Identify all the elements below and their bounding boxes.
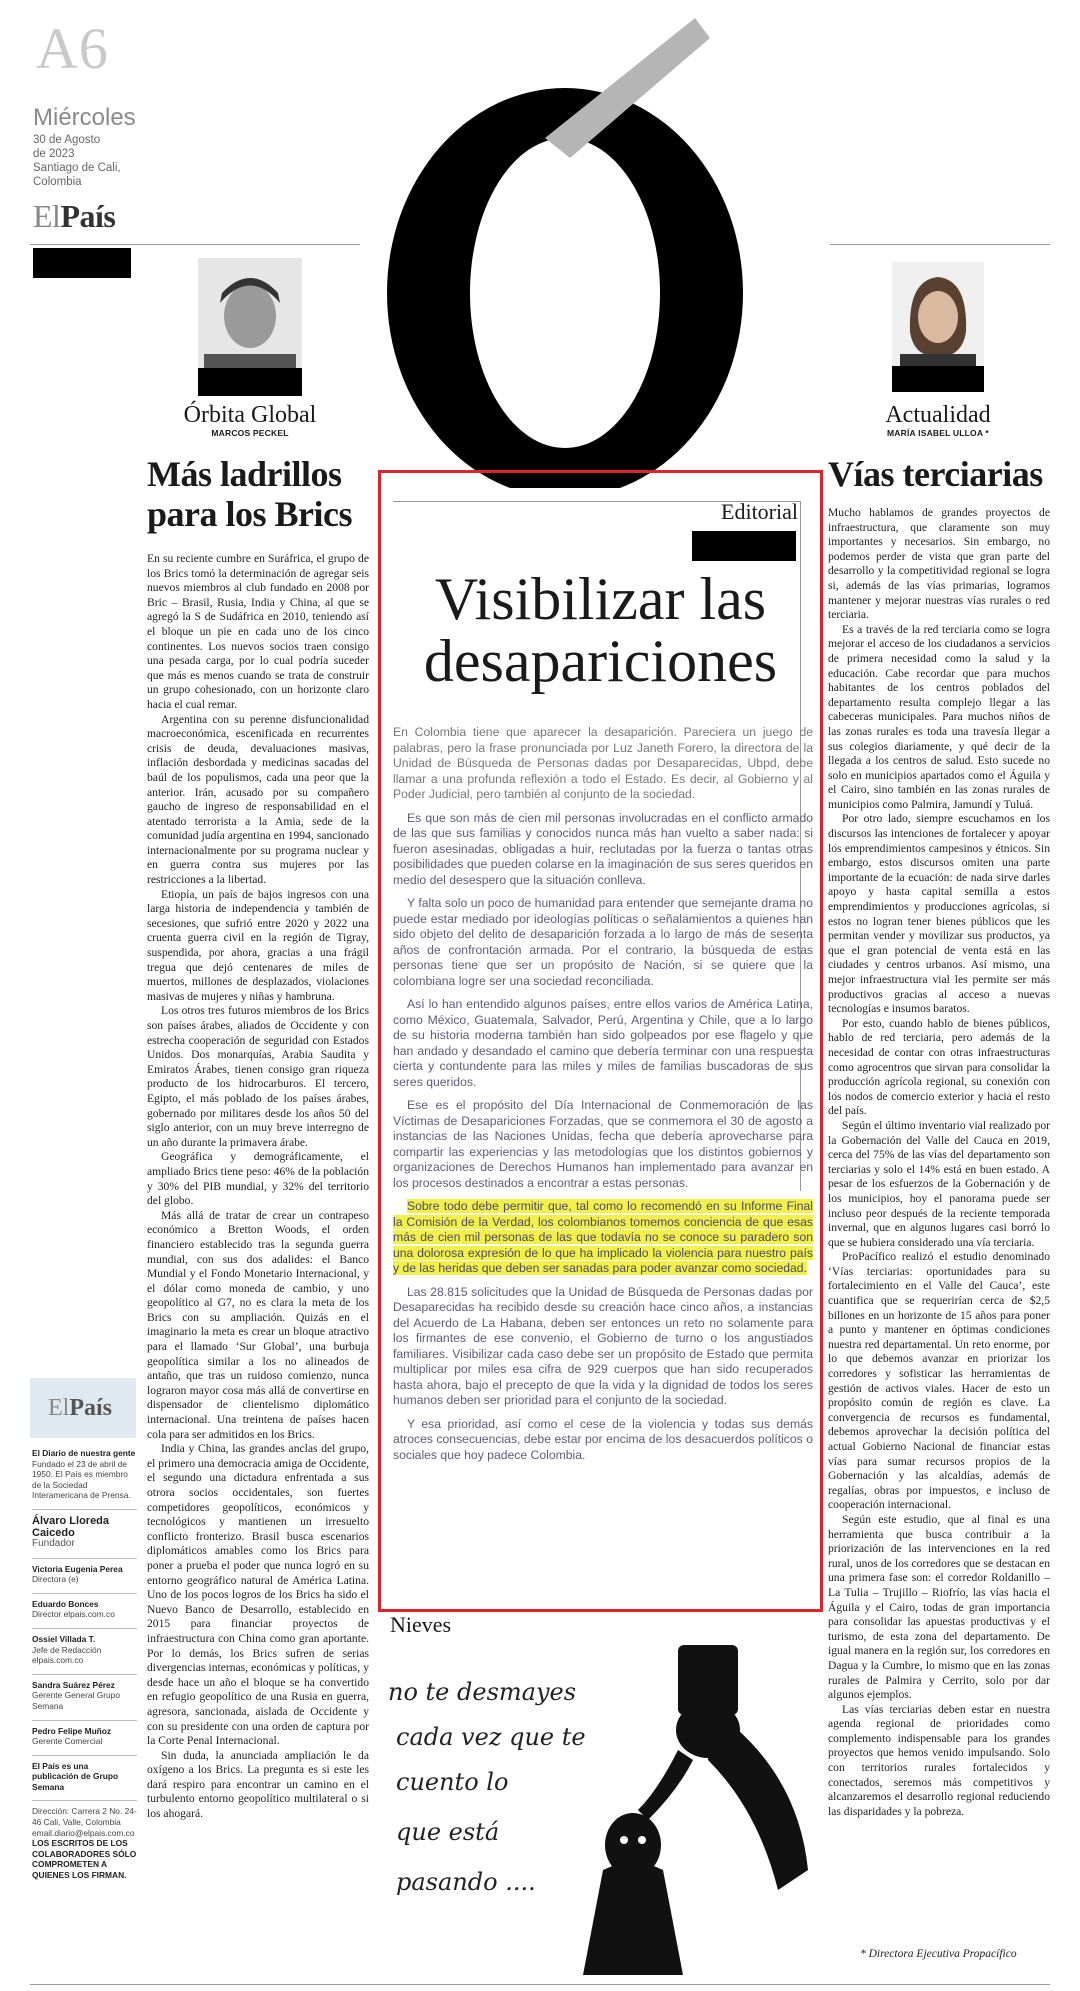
opinion-letter-o [365, 8, 835, 488]
editorial-label: Editorial [721, 499, 798, 524]
staff-name: Pedro Felipe Muñoz [32, 1725, 112, 1736]
logo-pais: País [69, 1395, 112, 1421]
title-line: para los Brics [147, 494, 352, 534]
photo-bar-left [198, 368, 302, 396]
paragraph: En su reciente cumbre en Suráfrica, el grupo de los Brics tomó la determinación de agregar seis nuevos miembros al club fundado en 2008 por Bric – Brasil, Rusia, India y China, al que se agregó la S de Sudáfrica en 2010, teniendo así el bloque un pie en cada uno de los cinco continentes. Los nuevos socios traen consigo una pesada carga, por lo cual podría suceder que más es menos cuando se trata de construir un grupo cohesionado, con un horizonte claro hacia el cual remar. [147, 552, 369, 711]
cartoon-drawing [378, 1640, 823, 1975]
photo-bar-right [892, 366, 984, 392]
staff-name: Victoria Eugenia Perea [32, 1563, 123, 1574]
staff-name: Eduardo Bonces [32, 1598, 99, 1609]
cartoon-label: Nieves [390, 1612, 452, 1637]
page-number: A6 [36, 16, 109, 81]
paragraph: Según este estudio, que al final es una herramienta que busca contribuir a la priorización de las intervenciones en la red rural, unos de los corredores que se destacan en una primera fase son: el corredor Roldanillo – La Tulia – Trujillo – Riofrío, las vías hacia el Águila y el Cairo, todas de gran importancia para consolidar las apuestas productivas y el turismo, de esta zona del departamento. De igual manera en la región sur, los corredores en Dagua y la Cumbre, lo mismo que en las zonas rurales de Palmira y Cerrito, solo por dar algunos ejemplos. [828, 1512, 1050, 1702]
column-footnote: * Directora Ejecutiva Propacífico [860, 1948, 1017, 1960]
dateline [33, 133, 153, 189]
figures-illustration [583, 1645, 808, 1975]
address: Dirección: Carrera 2 No. 24-46 Cali, Valle, Colombia email.diario@elpais.com.co [32, 1806, 137, 1838]
staff-role: Jefe de Redacción elpais.com.co [32, 1644, 102, 1666]
staff-member [32, 1628, 137, 1666]
address-block [32, 1800, 137, 1880]
columnist-photo-right [892, 262, 984, 382]
redaction-bar [33, 248, 131, 278]
header-rule-left [30, 244, 360, 245]
footer-rule [30, 1984, 1050, 1985]
date-line: de 2023 [33, 148, 75, 160]
staff-name: Ossiel Villada T. [32, 1633, 96, 1644]
editorial-title [381, 568, 820, 692]
paragraph: Por esto, cuando hablo de bienes públicos, hablo de red terciaria, pero además de la necesidad de contar con otras infraestructuras como agrocentros que sirvan para consolidar la producción agrícola regional, su conexión con los nodos de comercio exterior y hacia el resto del país. [828, 1016, 1050, 1118]
staff-member [32, 1558, 137, 1585]
column-body-right [828, 506, 1050, 1819]
logo-el: El [33, 198, 61, 234]
highlighted-paragraph [393, 1199, 813, 1277]
staff-member [32, 1674, 137, 1712]
staff-member [32, 1593, 137, 1620]
paragraph: Y falta solo un poco de humanidad para entender que semejante drama no puede estar mediado por ideologías políticas o señalamientos a quienes han sido objeto del delito de desaparición forzada a lo largo de más de sesenta años de confrontación armada. Por el contrario, la búsqueda de estas personas tiene que ser un propósito de Nación, si se quiere que la colombiana logre ser una sociedad reconciliada. [393, 896, 813, 988]
paragraph: Según el último inventario vial realizado por la Gobernación del Valle del Cauca en 2019, cerca del 75% de las vías del departamento son terciarias y solo el 14% está en buen estado. A pesar de los esfuerzos de la Gobernación y de los municipios, hoy el panorama puede ser incluso peor después de la reciente temporada invernal, que en algunos lugares casi borró lo que se hubiera considerado una vía terciaria. [828, 1118, 1050, 1249]
highlight-text: Sobre todo debe permitir que, tal como lo recomendó en su Informe Final la Comisión de la Verdad, los colombianos tomemos conciencia de que esas más de cien mil personas de las que todavía no se conoce su paradero son una dolorosa expresión de lo que ha implicado la violencia para nuestro país y de las heridas que deben ser sanadas para poder avanzar como sociedad. [393, 1199, 813, 1275]
staff-name: Sandra Suárez Pérez [32, 1679, 115, 1690]
paragraph: Sin duda, la anunciada ampliación le da oxígeno a los Brics. La pregunta es si este les dará respiro para encontrar un camino en el turbulento entorno geopolítico multilateral o si los ahogará. [147, 1748, 369, 1821]
weekday: Miércoles [33, 104, 136, 131]
opinion-o-graphic [365, 8, 835, 488]
paragraph: Las 28.815 solicitudes que la Unidad de Búsqueda de Personas dadas por Desaparecidas ha recibido desde su creación hace cinco años, a instancias del Acuerdo de La Habana, deben ser entonces un reto no solamente para los firmantes de ese convenio, el Gobierno de turno o los angustiados familiares. Visibilizar cada caso debe ser un propósito de Estado que permita multiplicar por miles esa cifra de 929 cuerpos que han sido recuperados hasta ahora, bajo el precepto de que la vida y la dignidad de todos los seres humanos deben ser prioridad para el conjunto de la sociedad. [393, 1284, 813, 1407]
date-line: Santiago de Cali, [33, 162, 121, 174]
staff-role: Directora (e) [32, 1574, 79, 1585]
column-author-right: MARÍA ISABEL ULLOA * [887, 428, 989, 438]
handwriting-line: que está [396, 1818, 500, 1846]
column-name-right: Actualidad [885, 402, 991, 428]
paragraph: Ese es el propósito del Día Internacional de Conmemoración de las Víctimas de Desapariciones Forzadas, que se conmemora el 30 de agosto a instancias de las Naciones Unidas, fecha que debería aprovecharse para compartir las experiencias y las metodologías que los distintos gobiernos y organizaciones de Derechos Humanos han implementado para avanzar en los procesos destinados a encontrar a estas personas. [393, 1098, 813, 1190]
title-line: Más ladrillos [147, 454, 342, 494]
founded-note: Fundado el 23 de abril de 1950. El País es miembro de la Sociedad Interamericana de Prensa. [32, 1458, 131, 1501]
column-title-left [147, 454, 377, 534]
handwriting-line: pasando .... [396, 1868, 536, 1896]
founder [32, 1509, 137, 1550]
handwriting-line: cada vez que te [396, 1723, 586, 1751]
editorial-bar [692, 531, 796, 561]
paragraph: Argentina con su perenne disfuncionalidad macroeconómica, escenificada en recurrentes crisis de deuda, devaluaciones masivas, inflación desbordada y medicinas sacadas del baúl de los populismos, cada una peor que la anterior. Irán, acusado por su compañero gaucho de ingreso de responsabilidad en el atentado terrorista a la Amia, sede de la comunidad judía argentina en 1994, sancionado internacionalmente por su programa nuclear y en guerra contra sus mujeres por las restricciones a la libertad. [147, 712, 369, 887]
paragraph: Más allá de tratar de crear un contrapeso económico a Bretton Woods, el orden financiero establecido tras la segunda guerra mundial, con sus dos adalides: el Banco Mundial y el Fondo Monetario Internacional, y el dólar como moneda de cambio, y uno geopolítico al G7, no es clara la meta de los Brics con su ampliación. Quizás en el imaginario la meta es crear un bloque atractivo para el llamado ‘Sur Global’, una burbuja geopolítica similar a los no alineados de antaño, que tras un ruidoso comienzo, nunca lograron mayor cosa más allá de convertirse en dispensador de clientelismo diplomático internacional. Una treintena de países hacen cola para ser admitidos en los Brics. [147, 1208, 369, 1441]
editorial-box [378, 470, 823, 1612]
date-line: Colombia [33, 176, 82, 188]
group-note [32, 1755, 137, 1793]
title-line: Visibilizar las [434, 566, 767, 632]
date-line: 30 de Agosto [33, 134, 101, 146]
header-rule-right [830, 244, 1050, 245]
editorial-lead: En Colombia tiene que aparecer la desaparición. Pareciera un juego de palabras, pero la frase pronunciada por Luz Janeth Forero, la directora de la Unidad de Búsqueda de Personas dadas por Desaparecidas, Ubpd, debe llamar a una profunda reflexión a todo el Estado. Es decir, al Gobierno y al Poder Judicial, pero también al conjunto de la sociedad. [393, 725, 813, 801]
paragraph: Mucho hablamos de grandes proyectos de infraestructura, que claramente son muy importantes y necesarios. Sin embargo, no podemos perder de vista que gran parte del desarrollo y la competitividad regional se logra si, además de las vías primarias, logramos mantener y mejorar nuestras vías rurales o red terciaria. [828, 506, 1050, 622]
staff-member [32, 1720, 137, 1747]
column-body-left [147, 552, 369, 1822]
founder-name: Álvaro Lloreda Caicedo [32, 1514, 110, 1539]
logo-pais: País [60, 198, 116, 234]
paragraph: Geográfica y demográficamente, el ampliado Brics tiene peso: 46% de la población y 30% del PIB mundial, y 32% del territorio del globo. [147, 1150, 369, 1208]
cartoon [378, 1640, 823, 1975]
paragraph: Las vías terciarias deben estar en nuestra agenda regional de prioridades como complemento indispensable para los grandes proyectos que hemos venido impulsando. Solo con territorios rurales fortalecidos y conectados, seremos más competitivos y alcanzaremos el desarrollo regional reduciendo las disparidades y la pobreza. [828, 1702, 1050, 1818]
handwriting-line: no te desmayes [388, 1678, 577, 1706]
paragraph: Es a través de la red terciaria como se logra mejorar el acceso de los ciudadanos a servicios de primera necesidad como la salud y la educación. Cabe recordar que para muchos habitantes de los centros poblados del departamento resulta complejo llegar a las cabeceras municipales. Para muchos niños de las zonas rurales es toda una travesía llegar a sus colegios diariamente, y qué decir de la llegada a los centros de salud. Esto sucede no solo en municipios apartados como el Águila y el Cairo, sino también en las zonas rurales de municipios como Palmira, Jamundí y Tuluá. [828, 622, 1050, 811]
paragraph: India y China, las grandes anclas del grupo, el primero una democracia amiga de Occidente, el segundo una dictadura enfrentada a sus otrora socios occidentales, son fuertes competidores geopolíticos, económicos y tecnológicos y mantienen un irresuelto conflicto fronterizo. Brasil busca escenarios diplomáticos amables como los Brics para poner a prueba el poder que nunca logró en su entorno geográfico natural de América Latina. Uno de los pocos logros de los Brics ha sido el Nuevo Banco de Desarrollo, establecido en 2015 para financiar proyectos de infraestructura con China como gran aportante. Por lo demás, los Brics sufren de serias divergencias internas, económicas y políticas, y desde hace un año el bloque se ha convertido en refugio geopolítico de una Rusia en guerra, agresora, sancionada, aislada de Occidente y con su presidente con una orden de captura por la Corte Penal Internacional. [147, 1442, 369, 1748]
column-author-left: MARCOS PECKEL [211, 428, 289, 438]
sidebar-logo [48, 1395, 112, 1422]
paragraph: Etiopía, un país de bajos ingresos con una larga historia de independencia y también de secesiones, que sufrió entre 2020 y 2022 una cruenta guerra civil en la región de Tigray, suspendida, por ahora, gracias a una frágil tregua que dejó centenares de miles de muertos, millones de desplazados, violaciones masivas de mujeres y niñas y hambruna. [147, 887, 369, 1003]
o-inner [470, 138, 660, 448]
column-title-right: Vías terciarias [828, 454, 1043, 494]
paragraph: Es que son más de cien mil personas involucradas en el conflicto armado de las que sus familias y conocidos nunca más han vuelto a saber nada: si fueron asesinadas, obligadas a huir, reclutadas por la fuerza o tantas otras posibilidades que pueden colarse en la imaginación de sus seres queridos en medio del desespero que la situación conlleva. [393, 810, 813, 887]
founder-role: Fundador [32, 1537, 75, 1549]
staff-role: Director elpais.com.co [32, 1609, 115, 1620]
group-note-text: El País es una publicación de Grupo Semana [32, 1760, 119, 1792]
paragraph: Por otro lado, siempre escuchamos en los discursos las intenciones de fortalecer y apoyar los emprendimientos campesinos y étnicos. Sin embargo, estos discursos omiten una parte importante de la ecuación: de nada sirve darles apoyo y hasta capital semilla a estos emprendimientos y producciones agrícolas, si estos no logran tener bienes públicos que les permitan vender y movilizar sus productos, ya que el gran potencial de venta está en las ciudades y centros urbanos. Así mismo, una mejor infraestructura vial les permite ser más productivos gracias al acceso a nuevas tecnologías e insumos baratos. [828, 812, 1050, 1016]
paragraph: Así lo han entendido algunos países, entre ellos varios de América Latina, como México, Guatemala, Salvador, Perú, Argentina y Chile, que a lo largo de su historia moderna también han sido golpeados por ese flagelo y que han andado y desandado el camino que debería terminar con una respuesta cierta y contundente para las miles y miles de familias buscadoras de sus seres queridos. [393, 997, 813, 1089]
editorial-body [393, 725, 813, 1471]
logo-el: El [48, 1395, 70, 1421]
newspaper-logo [33, 198, 115, 235]
disclaimer: LOS ESCRITOS DE LOS COLABORADORES SÓLO COMPROMETEN A QUIENES LOS FIRMAN. [32, 1838, 137, 1881]
column-name-left: Órbita Global [183, 402, 317, 428]
tagline: El Diario de nuestra gente [32, 1448, 136, 1458]
masthead [32, 1448, 137, 1889]
staff-role: Gerente Comercial [32, 1736, 103, 1747]
masthead-intro [32, 1448, 137, 1501]
title-line: desapariciones [423, 628, 778, 694]
handwriting-line: cuento lo [396, 1768, 509, 1796]
paragraph: Y esa prioridad, así como el cese de la violencia y todas sus demás atroces consecuencias, debe estar por encima de los desacuerdos políticos o sociales que hoy padece Colombia. [393, 1416, 813, 1462]
staff-role: Gerente General Grupo Semana [32, 1690, 120, 1711]
paragraph: Los otros tres futuros miembros de los Brics son países árabes, aliados de Occidente y con estrecha cooperación de seguridad con Estados Unidos. Dos monarquías, Arabia Saudita y Emiratos Árabes, tienen consigo gran riqueza producto de los hidrocarburos. El tercero, Egipto, el más poblado de los países árabes, gobernado por militares desde los años 50 del siglo anterior, con un muy breve interregno de un año durante la primavera árabe. [147, 1004, 369, 1149]
paragraph: ProPacífico realizó el estudio denominado ‘Vías terciarias: oportunidades para su fortalecimiento en el Valle del Cauca’, este cuantifica que se requerirían cerca de $2,5 billones en un horizonte de 15 años para poner a punto y mantener en óptimas condiciones nuestra red departamental. Un reto enorme, por lo que debemos avanzar en priorizar los corredores y sofisticar las herramientas de gestión de activos viales. Hacer de esto un propósito común de región es clave. La convergencia de recursos es fundamental, debemos aprovechar la decisión política del actual Gobierno Nacional de financiar estas vías para sumar recursos propios de la Gobernación y las alcaldías, además de regalías, obras por impuestos, e incluso de cooperación internacional. [828, 1250, 1050, 1512]
